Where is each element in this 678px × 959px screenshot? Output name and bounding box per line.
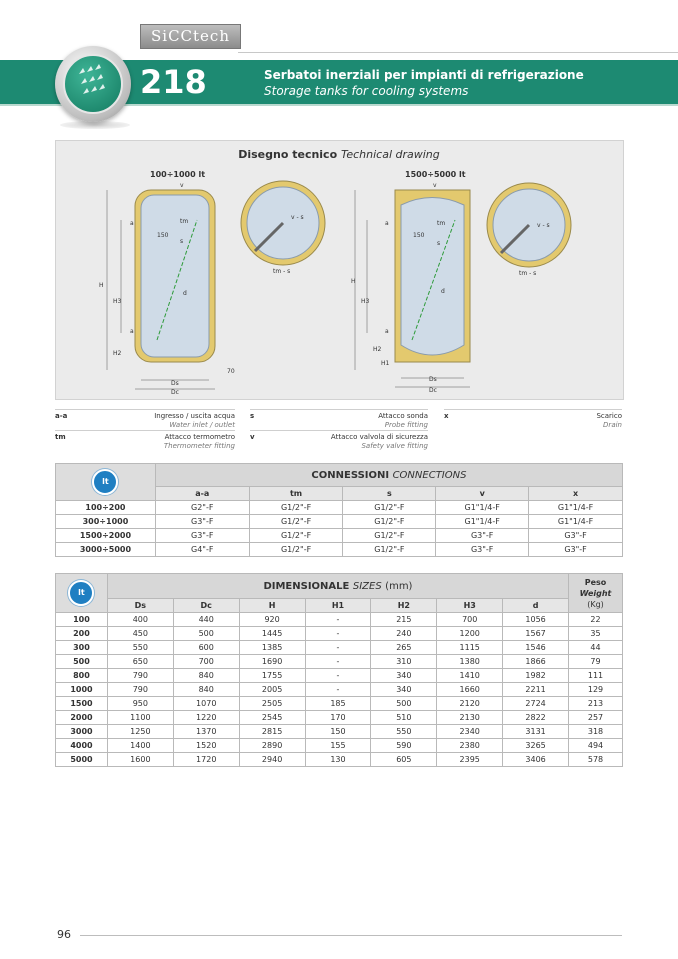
label-70: 70 (227, 368, 235, 375)
water-drops-icon (63, 54, 123, 114)
sizes-body (56, 613, 623, 767)
weight-header: Peso Weight (Kg) (569, 574, 623, 613)
legend-item-s: s Attacco sonda Probe fitting (250, 409, 428, 430)
label-tms-small: tm - s (273, 268, 291, 275)
label-vs-small: v - s (291, 214, 304, 221)
table-row: 800 790 840 1755 - 340 1410 1982 111 (56, 669, 623, 683)
legend-item-a-a: a-a Ingresso / uscita acqua Water inlet / outlet (55, 409, 235, 430)
tank-diagrams (55, 175, 622, 398)
column-header: H3 (437, 599, 503, 613)
footer-rule (80, 935, 622, 936)
column-header: Ds (107, 599, 173, 613)
label-ds-large: Ds (429, 376, 437, 383)
label-s-small: s (180, 238, 184, 245)
label-h3-large: H3 (361, 298, 370, 305)
column-header: Dc (173, 599, 239, 613)
connections-table (55, 463, 623, 557)
table-row: 2000 1100 1220 2545 170 510 2130 2822 257 (56, 711, 623, 725)
table-row: 4000 1400 1520 2890 155 590 2380 3265 494 (56, 739, 623, 753)
column-header: H (239, 599, 305, 613)
label-150-small: 150 (157, 232, 169, 239)
small-tank-label: 100÷1000 lt (150, 170, 206, 179)
label-a-top-small: a (130, 220, 134, 227)
label-tms-large: tm - s (519, 270, 537, 277)
label-tm-large: tm (437, 220, 446, 227)
header-rule (238, 52, 678, 53)
badge-shadow (60, 121, 130, 129)
table-row: 1500÷2000 G3"-F G1/2"-F G1/2"-F G3"-F G3"-F (56, 529, 623, 543)
label-150-large: 150 (413, 232, 425, 239)
table-row: 3000÷5000 G4"-F G1/2"-F G1/2"-F G3"-F G3"-F (56, 543, 623, 557)
column-header: tm (249, 487, 343, 501)
column-header: a-a (155, 487, 249, 501)
column-header: H1 (305, 599, 371, 613)
connections-title: CONNESSIONI CONNECTIONS (155, 464, 622, 487)
brand-logo: SiCCtech (140, 24, 241, 49)
table-row: 5000 1600 1720 2940 130 605 2395 3406 578 (56, 753, 623, 767)
label-h-large: H (351, 278, 356, 285)
product-number: 218 (140, 63, 207, 101)
label-h1-large: H1 (381, 360, 390, 367)
table-row: 3000 1250 1370 2815 150 550 2340 3131 318 (56, 725, 623, 739)
label-tm-small: tm (180, 218, 189, 225)
table-row: 1000 790 840 2005 - 340 1660 2211 129 (56, 683, 623, 697)
large-tank-label: 1500÷5000 lt (405, 170, 466, 179)
table-row: 100 400 440 920 - 215 700 1056 22 (56, 613, 623, 627)
column-header: d (503, 599, 569, 613)
label-s-large: s (437, 240, 441, 247)
label-h3-small: H3 (113, 298, 122, 305)
title-english: Storage tanks for cooling systems (264, 84, 469, 98)
legend-item-tm: tm Attacco termometro Thermometer fitting (55, 430, 235, 451)
label-dc-small: Dc (171, 389, 179, 396)
table-row: 300÷1000 G3"-F G1/2"-F G1/2"-F G1"1/4-F G1"1/4-F (56, 515, 623, 529)
drawing-title: Disegno tecnico Technical drawing (238, 148, 440, 161)
table-row: 300 550 600 1385 - 265 1115 1546 44 (56, 641, 623, 655)
small-tank-drawing (99, 181, 325, 396)
column-header: x (529, 487, 623, 501)
label-h2-small: H2 (113, 350, 122, 357)
label-vs-large: v - s (537, 222, 550, 229)
label-a-bottom-small: a (130, 328, 134, 335)
capacity-drop-icon: lt (92, 469, 118, 495)
label-d-large: d (441, 288, 445, 295)
label-h-small: H (99, 282, 104, 289)
label-ds-small: Ds (171, 380, 179, 387)
sizes-table (55, 573, 623, 767)
table-row: 500 650 700 1690 - 310 1380 1866 79 (56, 655, 623, 669)
column-header: s (343, 487, 436, 501)
table-row: 100÷200 G2"-F G1/2"-F G1/2"-F G1"1/4-F G1"1/4-F (56, 501, 623, 515)
large-tank-drawing (351, 182, 571, 394)
sizes-icon-cell (56, 574, 108, 613)
column-header: H2 (371, 599, 437, 613)
page-number: 96 (57, 928, 71, 941)
table-row: 1500 950 1070 2505 185 500 2120 2724 213 (56, 697, 623, 711)
column-header: v (436, 487, 529, 501)
label-a-bottom-large: a (385, 328, 389, 335)
label-h2-large: H2 (373, 346, 382, 353)
label-a-top-large: a (385, 220, 389, 227)
legend-item-v: v Attacco valvola di sicurezza Safety valve fitting (250, 430, 428, 451)
table-row: 200 450 500 1445 - 240 1200 1567 35 (56, 627, 623, 641)
capacity-drop-icon: lt (68, 580, 94, 606)
title-italian: Serbatoi inerziali per impianti di refrigerazione (264, 68, 584, 82)
label-v-large: v (433, 182, 437, 189)
label-v-small: v (180, 182, 184, 189)
sizes-title: DIMENSIONALE SIZES (mm) (107, 574, 568, 599)
label-d: d (183, 290, 187, 297)
legend-item-x: x Scarico Drain (444, 409, 622, 430)
connections-icon-cell (56, 464, 156, 501)
label-dc-large: Dc (429, 387, 437, 394)
